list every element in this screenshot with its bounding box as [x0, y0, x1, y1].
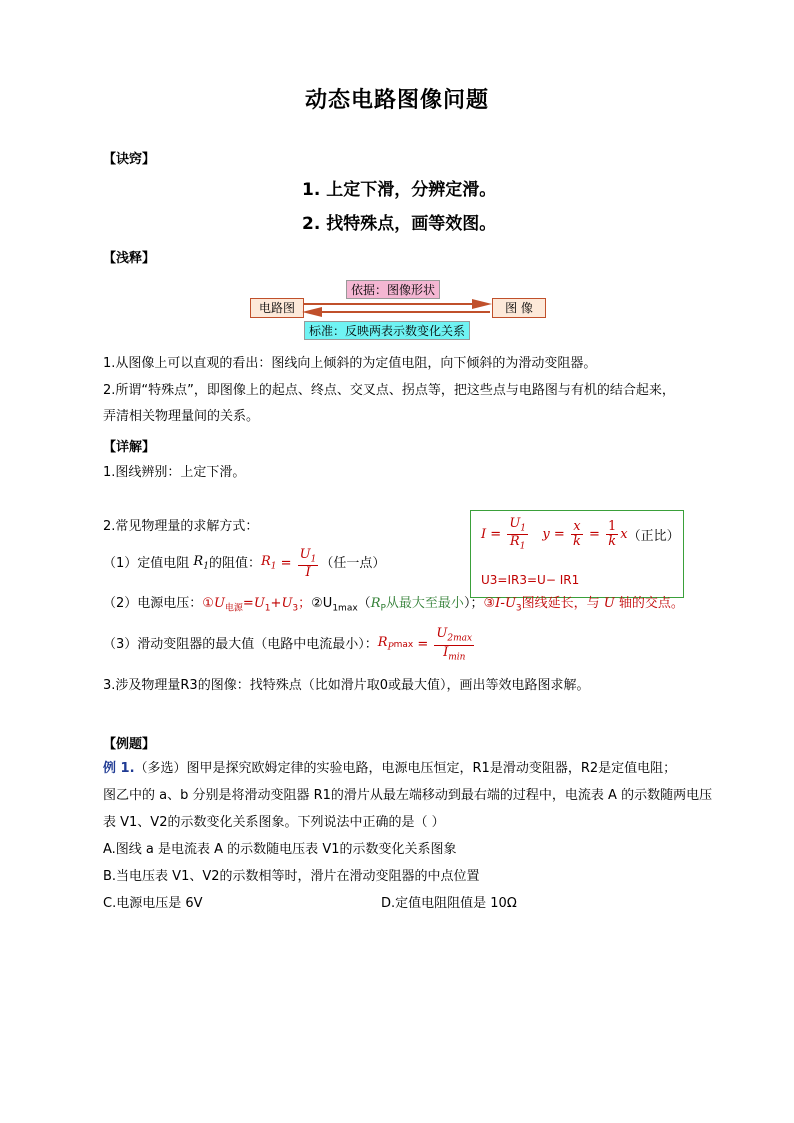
- page-title: 动态电路图像问题: [304, 88, 489, 113]
- item-fixed-resistor: （1）定值电阻 $R_1$ 的阻值： $R_1$ = $\frac{U_1}{I}$ （任一点）: [103, 547, 386, 581]
- example-line-3: 表 V1、V2的示数变化关系图象。下列说法中正确的是（ ）: [103, 815, 445, 830]
- tip-line-1: 1. 上定下滑，分辨定滑。: [302, 180, 497, 200]
- tip-line-2: 2. 找特殊点，画等效图。: [302, 214, 497, 234]
- option-c: C.电源电压是 6V: [103, 896, 203, 911]
- basis-label: 依据：图像形状: [346, 280, 440, 299]
- double-arrow-icon: [302, 298, 492, 318]
- option-b: B.当电压表 V1、V2的示数相等时，滑片在滑动变阻器的中点位置: [103, 869, 480, 884]
- u3-formula: U3=IR3=U− IR1: [481, 573, 580, 587]
- section-heading-xiangjie: 【详解】: [103, 440, 156, 455]
- concept-diagram: [250, 276, 550, 342]
- example-line-2: 图乙中的 a、b 分别是将滑动变阻器 R1的滑片从最左端移动到最右端的过程中，电流表 A 的示数随两电压: [103, 788, 713, 803]
- detail-paragraph-1: 1.图线辨别：上定下滑。: [103, 465, 246, 480]
- proportional-formula: I = $\frac{U_1}{R_1}$ y = $\frac{x}{k}$ = $\frac{1}{k}$ x （正比）: [481, 516, 680, 552]
- circuit-diagram-box: 电路图: [250, 298, 304, 318]
- method-a: $①U_{电源}=U_1+U_3$；: [202, 596, 312, 614]
- graph-box: 图 像: [492, 298, 546, 318]
- explain-paragraph-2b: 弄清相关物理量间的关系。: [103, 409, 260, 424]
- detail-paragraph-2: 2.常见物理量的求解方式：: [103, 519, 259, 534]
- explain-paragraph-1: 1.从图像上可以直观的看出：图线向上倾斜的为定值电阻，向下倾斜的为滑动变阻器。: [103, 356, 597, 371]
- example-label: 例 1.: [103, 761, 135, 776]
- formula-box: [470, 510, 684, 598]
- section-heading-qianshi: 【浅释】: [103, 251, 156, 266]
- example-line-1: 例 1.（多选）图甲是探究欧姆定律的实验电路，电源电压恒定，R1是滑动变阻器，R2是定值电阻；: [103, 761, 677, 776]
- section-heading-liti: 【例题】: [103, 737, 156, 752]
- option-d: D.定值电阻阻值是 10Ω: [381, 896, 517, 911]
- option-a: A.图线 a 是电流表 A 的示数随电压表 V1的示数变化关系图象: [103, 842, 457, 857]
- item-source-voltage: （2）电源电压：$①U_{电源}=U_1+U_3$；$②U_{1max}(R_P$从最大至最小）；$③I-U_3$图线延长，与 U 轴的交点。: [103, 596, 684, 614]
- explain-paragraph-2a: 2.所谓“特殊点”，即图像上的起点、终点、交叉点、拐点等，把这些点与电路图与有机的结合起来，: [103, 383, 675, 398]
- section-heading-jueqiao: 【诀窍】: [103, 152, 156, 167]
- detail-paragraph-3: 3.涉及物理量R3的图像：找特殊点（比如滑片取0或最大值），画出等效电路图求解。: [103, 678, 590, 693]
- item-rheostat-max: （3）滑动变阻器的最大值（电路中电流最小）： $R_P$ max = $\frac{U_{2max}}{I_{min}}$: [103, 626, 473, 663]
- standard-label: 标准：反映两表示数变化关系: [304, 321, 470, 340]
